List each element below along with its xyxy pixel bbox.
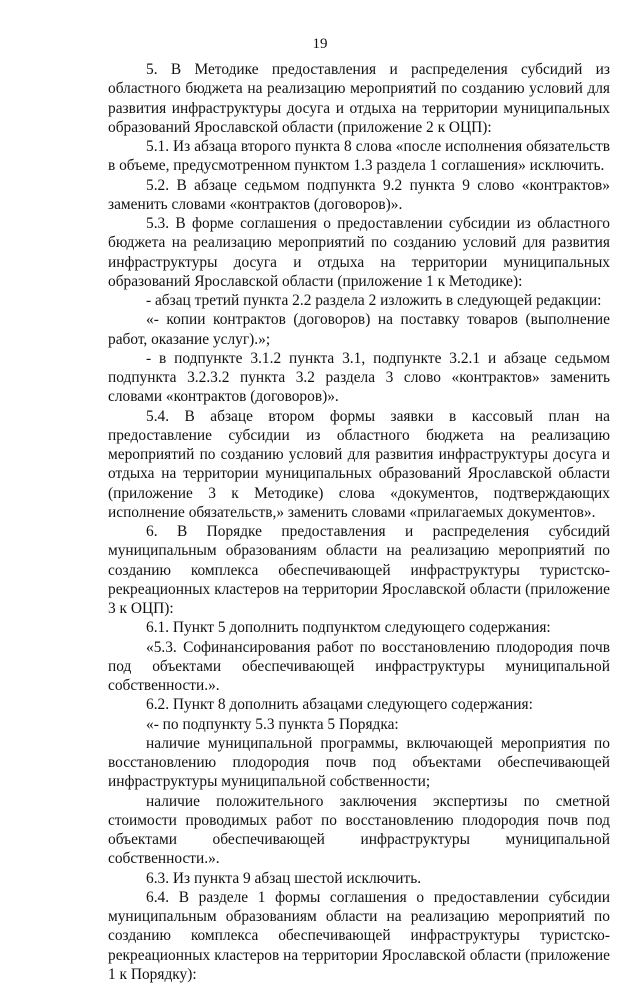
paragraph: «5.3. Софинансирования работ по восстановлению плодородия почв под объектами обеспечивающей инфраструктуры муниципальной собственности.». [108,638,610,694]
paragraph: наличие положительного заключения экспертизы по сметной стоимости проводимых работ по восстановлению плодородия почв под объектами обеспечивающей инфраструктуры муниципальной собственности.». [108,792,610,868]
paragraph: 6.4. В разделе 1 формы соглашения о предоставлении субсидии муниципальным образованиям области на реализацию мероприятий по созданию комплекса обеспечивающей инфраструктуры туристско-рекреационных кластеров на территории Ярославской области (приложение 1 к Порядку): [108,888,610,983]
paragraph: 6.2. Пункт 8 дополнить абзацами следующего содержания: [146,696,533,714]
paragraph: 6.1. Пункт 5 дополнить подпунктом следующего содержания: [146,619,551,637]
paragraph: наличие муниципальной программы, включающей мероприятия по восстановлению плодородия почв под объектами обеспечивающей инфраструктуры муниципальной собственности; [108,734,610,791]
document-body [108,60,610,984]
paragraph: 6.3. Из пункта 9 абзац шестой исключить. [146,869,422,887]
paragraph: 5. В Методике предоставления и распределения субсидий из областного бюджета на реализацию мероприятий по созданию условий для развития инфраструктуры досуга и отдыха на территории муниципальных образований Ярославской области (приложение 2 к ОЦП): [108,61,610,136]
paragraph: «- по подпункту 5.3 пункта 5 Порядка: [146,715,399,733]
paragraph: 5.3. В форме соглашения о предоставлении субсидии из областного бюджета на реализацию мероприятий по созданию условий для развития инфраструктуры досуга и отдыха на территории муниципальных образований Ярославской области (приложение 1 к Методике): [108,215,610,290]
paragraph: 5.2. В абзаце седьмом подпункта 9.2 пункта 9 слово «контрактов» заменить словами «контрактов (договоров)». [108,176,610,213]
paragraph: «- копии контрактов (договоров) на поставку товаров (выполнение работ, оказание услуг).»; [108,311,610,348]
paragraph: 5.4. В абзаце втором формы заявки в кассовый план на предоставление субсидии из областного бюджета на реализацию мероприятий по созданию условий для развития инфраструктуры досуга и отдыха на территории муниципальных образований Ярославской области (приложение 3 к Методике) слова «документов, подтверждающих исполнение обязательств,» заменить словами «прилагаемых документов». [108,407,610,521]
paragraph: 6. В Порядке предоставления и распределения субсидий муниципальным образованиям области на реализацию мероприятий по созданию комплекса обеспечивающей инфраструктуры туристско-рекреационных кластеров на территории Ярославской области (приложение 3 к ОЦП): [108,523,610,617]
page-number: 19 [312,36,328,52]
paragraph: 5.1. Из абзаца второго пункта 8 слова «после исполнения обязательств в объеме, предусмотренном пунктом 1.3 раздела 1 соглашения» исключить. [108,138,610,175]
paragraph: - абзац третий пункта 2.2 раздела 2 изложить в следующей редакции: [146,292,602,309]
paragraph: - в подпункте 3.1.2 пункта 3.1, подпункте 3.2.1 и абзаце седьмом подпункта 3.2.3.2 пункта 3.2 раздела 3 слово «контрактов» заменить словами «контрактов (договоров)». [108,349,610,406]
